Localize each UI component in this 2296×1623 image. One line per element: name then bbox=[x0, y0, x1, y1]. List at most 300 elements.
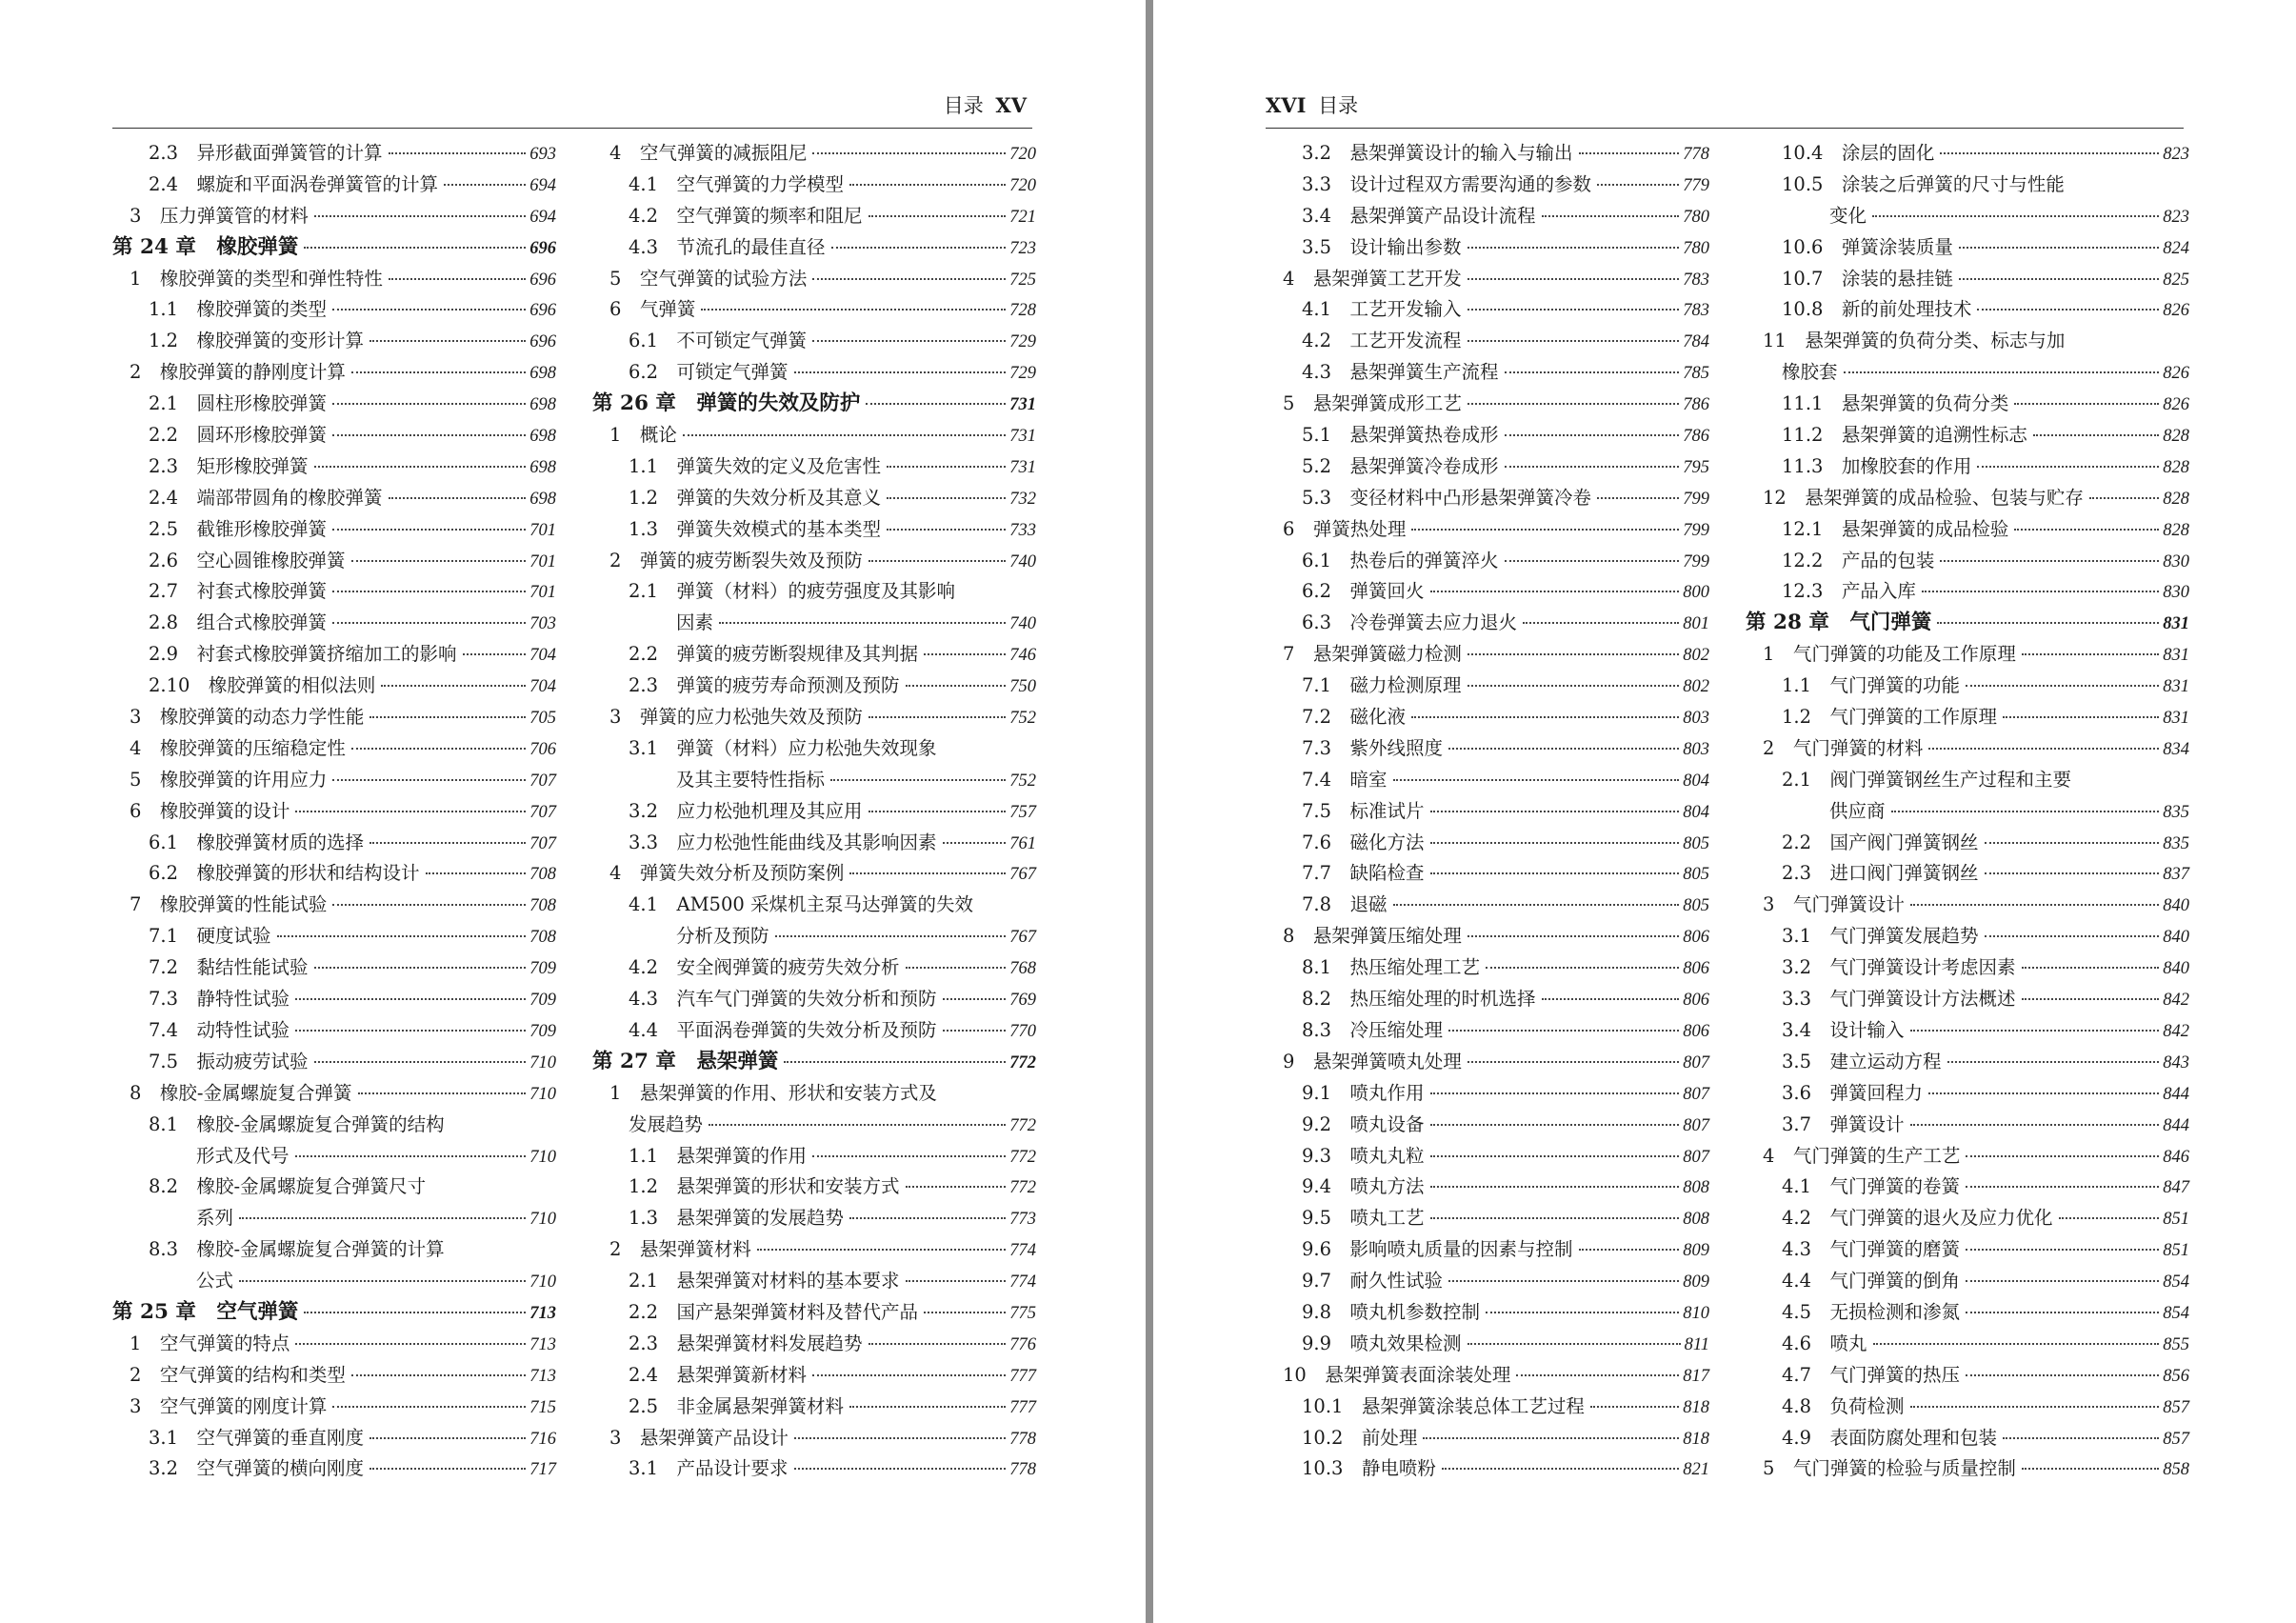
toc-entry-label: 7.5 振动疲劳试验 bbox=[149, 1050, 309, 1072]
toc-dot-leader bbox=[1985, 842, 2160, 844]
toc-dot-leader bbox=[906, 967, 1007, 969]
toc-entry-label: 3 弹簧的应力松弛失效及预防 bbox=[609, 706, 863, 729]
toc-entry bbox=[1746, 232, 2189, 264]
toc-dot-leader bbox=[389, 497, 527, 499]
toc-page-number: 784 bbox=[1683, 332, 1709, 352]
toc-entry-label: 1.1 橡胶弹簧的类型 bbox=[149, 298, 328, 321]
toc-dot-leader bbox=[1505, 434, 1680, 436]
toc-entry bbox=[592, 765, 1036, 796]
toc-page-number: 710 bbox=[529, 1272, 556, 1292]
toc-entry-label: 4.1 气门弹簧的卷簧 bbox=[1782, 1175, 1961, 1198]
toc-entry bbox=[112, 733, 556, 765]
toc-dot-leader bbox=[1467, 653, 1679, 655]
toc-entry-label: 10.3 静电喷粉 bbox=[1302, 1457, 1436, 1480]
toc-page-number: 710 bbox=[529, 1084, 556, 1104]
toc-page-number: 698 bbox=[529, 395, 556, 415]
toc-entry-label: 2.1 悬架弹簧对材料的基本要求 bbox=[629, 1270, 900, 1292]
toc-dot-leader bbox=[924, 653, 1006, 655]
toc-entry-label: 7.1 磁力检测原理 bbox=[1302, 674, 1462, 697]
toc-entry-label: 4.3 汽车气门弹簧的失效分析和预防 bbox=[629, 988, 937, 1011]
toc-entry-label: 2 空气弹簧的结构和类型 bbox=[130, 1363, 346, 1386]
toc-dot-leader bbox=[1542, 215, 1680, 217]
toc-dot-leader bbox=[812, 152, 1006, 154]
toc-dot-leader bbox=[943, 1030, 1007, 1032]
toc-dot-leader bbox=[1977, 309, 2159, 311]
toc-page-number: 757 bbox=[1009, 802, 1036, 822]
toc-page-number: 778 bbox=[1009, 1460, 1036, 1480]
toc-dot-leader bbox=[849, 184, 1006, 186]
toc-entry-label: 2.3 异形截面弹簧管的计算 bbox=[149, 142, 383, 164]
toc-page-number: 846 bbox=[2163, 1147, 2189, 1167]
toc-entry-label: 9 悬架弹簧喷丸处理 bbox=[1283, 1050, 1462, 1072]
toc-dot-leader bbox=[1442, 1468, 1679, 1470]
toc-page-number: 696 bbox=[529, 332, 556, 352]
toc-page-number: 725 bbox=[1009, 270, 1036, 290]
toc-entry-label: 4.3 节流孔的最佳直径 bbox=[629, 235, 826, 258]
toc-entry-label: 变化 bbox=[1829, 204, 1867, 227]
toc-page-number: 803 bbox=[1683, 739, 1709, 759]
toc-entry bbox=[1266, 357, 1709, 389]
toc-entry bbox=[1266, 952, 1709, 984]
toc-entry bbox=[1746, 576, 2189, 608]
toc-entry-label: 2.1 圆柱形橡胶弹簧 bbox=[149, 392, 328, 415]
toc-entry-label: 10.4 涂层的固化 bbox=[1782, 142, 1935, 164]
toc-entry bbox=[1746, 733, 2189, 765]
toc-entry-label: 4.6 喷丸 bbox=[1782, 1332, 1867, 1354]
toc-entry bbox=[1266, 1360, 1709, 1392]
toc-entry-label: 4 弹簧失效分析及预防案例 bbox=[609, 862, 845, 885]
toc-page-number: 761 bbox=[1009, 833, 1036, 853]
toc-page-number: 840 bbox=[2163, 896, 2189, 916]
toc-dot-leader bbox=[1940, 560, 2159, 562]
toc-dot-leader bbox=[1430, 842, 1680, 844]
toc-entry-label: 7.3 紫外线照度 bbox=[1302, 736, 1444, 759]
toc-entry bbox=[1266, 1453, 1709, 1485]
toc-entry-label: 第 27 章 悬架弹簧 bbox=[592, 1049, 779, 1073]
toc-page-number: 783 bbox=[1683, 301, 1709, 321]
toc-dot-leader bbox=[332, 309, 526, 311]
toc-entry bbox=[1266, 1297, 1709, 1329]
toc-entry bbox=[592, 201, 1036, 232]
toc-dot-leader bbox=[906, 685, 1007, 687]
toc-page-number: 720 bbox=[1009, 145, 1036, 164]
toc-entry bbox=[1746, 483, 2189, 514]
toc-entry bbox=[1266, 890, 1709, 921]
toc-entry-label: 3.7 弹簧设计 bbox=[1782, 1112, 1905, 1135]
toc-entry-label: 7.3 静特性试验 bbox=[149, 988, 290, 1011]
toc-entry-label: 3.2 应力松弛机理及其应用 bbox=[629, 799, 863, 822]
toc-page-number: 768 bbox=[1009, 959, 1036, 979]
toc-page-number: 698 bbox=[529, 427, 556, 447]
toc-dot-leader bbox=[1579, 1249, 1680, 1251]
toc-entry bbox=[1266, 1234, 1709, 1266]
toc-entry bbox=[1266, 483, 1709, 514]
toc-entry-label: 4 空气弹簧的减振阻尼 bbox=[609, 142, 808, 164]
toc-entry bbox=[112, 639, 556, 671]
toc-dot-leader bbox=[389, 278, 526, 280]
toc-entry bbox=[592, 1234, 1036, 1266]
toc-entry-label: 8 橡胶-金属螺旋复合弹簧 bbox=[130, 1081, 352, 1104]
toc-page-number: 824 bbox=[2163, 238, 2189, 258]
toc-entry bbox=[1266, 858, 1709, 890]
toc-entry bbox=[112, 326, 556, 357]
toc-entry-label: 2.3 悬架弹簧材料发展趋势 bbox=[629, 1332, 863, 1354]
toc-entry-label: 3 空气弹簧的刚度计算 bbox=[130, 1394, 328, 1417]
toc-entry-label: 6.2 橡胶弹簧的形状和结构设计 bbox=[149, 862, 420, 885]
toc-entry-label: 6.2 弹簧回火 bbox=[1302, 580, 1425, 603]
toc-dot-leader bbox=[2003, 1437, 2159, 1439]
toc-dot-leader bbox=[1985, 935, 2160, 937]
toc-entry-label: 2.3 矩形橡胶弹簧 bbox=[149, 454, 309, 477]
toc-dot-leader bbox=[2089, 497, 2159, 499]
toc-entry-label: 供应商 bbox=[1829, 799, 1886, 822]
toc-entry-label: 5 悬架弹簧成形工艺 bbox=[1283, 392, 1462, 415]
toc-entry bbox=[1746, 326, 2189, 357]
toc-entry-label: 3.1 气门弹簧发展趋势 bbox=[1782, 925, 1979, 948]
toc-dot-leader bbox=[1872, 215, 2159, 217]
toc-entry bbox=[1266, 1047, 1709, 1078]
toc-dot-leader bbox=[332, 622, 526, 624]
toc-entry-label: 橡胶套 bbox=[1782, 361, 1838, 384]
toc-entry bbox=[112, 702, 556, 733]
toc-entry bbox=[1266, 984, 1709, 1015]
toc-dot-leader bbox=[1467, 309, 1680, 311]
toc-dot-leader bbox=[2014, 529, 2159, 531]
toc-page-number: 732 bbox=[1009, 489, 1036, 509]
toc-page-number: 713 bbox=[529, 1303, 556, 1323]
toc-entry bbox=[112, 1015, 556, 1047]
toc-entry bbox=[1266, 232, 1709, 264]
toc-entry-label: 2 气门弹簧的材料 bbox=[1763, 736, 1924, 759]
toc-entry bbox=[592, 232, 1036, 264]
toc-entry bbox=[592, 576, 1036, 608]
toc-page-number: 799 bbox=[1683, 520, 1709, 540]
toc-entry-label: 3.3 设计过程双方需要沟通的参数 bbox=[1302, 172, 1592, 195]
toc-page-number: 828 bbox=[2163, 520, 2189, 540]
toc-entry bbox=[112, 796, 556, 828]
toc-page-number: 777 bbox=[1009, 1366, 1036, 1386]
toc-dot-leader bbox=[389, 152, 527, 154]
toc-entry bbox=[1266, 765, 1709, 796]
toc-entry bbox=[1266, 1423, 1709, 1454]
toc-page-number: 709 bbox=[529, 991, 556, 1011]
toc-dot-leader bbox=[1910, 1030, 2160, 1032]
toc-dot-leader bbox=[1966, 1312, 2159, 1313]
toc-entry bbox=[1266, 389, 1709, 420]
toc-entry bbox=[1746, 1047, 2189, 1078]
toc-dot-leader bbox=[1922, 591, 2159, 592]
toc-entry-label: 2.6 空心圆锥橡胶弹簧 bbox=[149, 549, 346, 571]
toc-entry-label: 10.8 新的前处理技术 bbox=[1782, 298, 1972, 321]
toc-dot-leader bbox=[849, 1217, 1006, 1219]
toc-entry-label: 9.7 耐久性试验 bbox=[1302, 1270, 1444, 1292]
toc-entry bbox=[592, 984, 1036, 1015]
toc-page-number: 775 bbox=[1009, 1303, 1036, 1323]
toc-entry-label: 1 橡胶弹簧的类型和弹性特性 bbox=[130, 267, 383, 290]
toc-entry bbox=[112, 1266, 556, 1297]
toc-entry-label: 6 橡胶弹簧的设计 bbox=[130, 799, 290, 822]
toc-entry bbox=[112, 858, 556, 890]
toc-entry-label: 4.2 空气弹簧的频率和阻尼 bbox=[629, 204, 863, 227]
toc-entry bbox=[592, 952, 1036, 984]
toc-dot-leader bbox=[924, 1312, 1006, 1313]
toc-dot-leader bbox=[943, 998, 1007, 1000]
toc-dot-leader bbox=[868, 560, 1006, 562]
toc-entry-label: 2.9 衬套式橡胶弹簧挤缩加工的影响 bbox=[149, 643, 457, 666]
toc-page-number: 858 bbox=[2163, 1460, 2189, 1480]
toc-entry-label: 发展趋势 bbox=[629, 1112, 704, 1135]
toc-dot-leader bbox=[1505, 371, 1680, 373]
toc-entry-label: 9.6 影响喷丸质量的因素与控制 bbox=[1302, 1238, 1573, 1261]
toc-page-number: 774 bbox=[1009, 1241, 1036, 1261]
toc-page-number: 779 bbox=[1683, 175, 1709, 195]
toc-dot-leader bbox=[1467, 403, 1679, 405]
toc-dot-leader bbox=[2003, 716, 2159, 718]
toc-dot-leader bbox=[1590, 1406, 1679, 1408]
toc-entry-label: 8.1 热压缩处理工艺 bbox=[1302, 956, 1481, 979]
toc-page-number: 802 bbox=[1683, 677, 1709, 697]
toc-dot-leader bbox=[295, 998, 526, 1000]
toc-entry bbox=[1746, 890, 2189, 921]
toc-dot-leader bbox=[2022, 967, 2160, 969]
toc-page-number: 728 bbox=[1009, 301, 1036, 321]
toc-page-number: 708 bbox=[529, 896, 556, 916]
toc-entry bbox=[112, 420, 556, 451]
left-page bbox=[0, 0, 1146, 1623]
toc-dot-leader bbox=[444, 184, 526, 186]
toc-dot-leader bbox=[369, 1437, 526, 1439]
toc-dot-leader bbox=[794, 1468, 1007, 1470]
toc-page-number: 831 bbox=[2163, 709, 2189, 729]
toc-entry-label: 系列 bbox=[196, 1207, 234, 1230]
toc-page-number: 698 bbox=[529, 489, 556, 509]
toc-dot-leader bbox=[849, 1406, 1006, 1408]
toc-entry-label: 3 悬架弹簧产品设计 bbox=[609, 1426, 789, 1449]
toc-page-number: 830 bbox=[2163, 551, 2189, 571]
toc-entry bbox=[1266, 201, 1709, 232]
toc-dot-leader bbox=[1448, 1280, 1679, 1282]
toc-page-number: 703 bbox=[529, 614, 556, 634]
toc-dot-leader bbox=[314, 215, 526, 217]
toc-dot-leader bbox=[295, 811, 526, 812]
toc-entry bbox=[1746, 1453, 2189, 1485]
toc-page-number: 778 bbox=[1683, 145, 1709, 164]
toc-page-number: 799 bbox=[1683, 551, 1709, 571]
toc-page-number: 693 bbox=[529, 145, 556, 164]
toc-dot-leader bbox=[369, 842, 526, 844]
toc-page-number: 710 bbox=[529, 1210, 556, 1230]
toc-page-number: 752 bbox=[1009, 771, 1036, 791]
toc-entry bbox=[112, 828, 556, 859]
toc-page-number: 806 bbox=[1683, 928, 1709, 948]
toc-page-number: 723 bbox=[1009, 238, 1036, 258]
toc-dot-leader bbox=[887, 529, 1006, 531]
toc-chapter-entry bbox=[112, 1297, 556, 1329]
toc-dot-leader bbox=[1977, 466, 2159, 468]
toc-dot-leader bbox=[906, 1280, 1007, 1282]
toc-dot-leader bbox=[943, 842, 1007, 844]
toc-page-number: 847 bbox=[2163, 1178, 2189, 1198]
toc-dot-leader bbox=[1844, 371, 2160, 373]
left-header-title: 目录 bbox=[943, 94, 984, 117]
toc-entry bbox=[1266, 546, 1709, 577]
toc-entry bbox=[1746, 357, 2189, 389]
toc-dot-leader bbox=[332, 591, 526, 592]
toc-entry bbox=[112, 984, 556, 1015]
toc-page-number: 776 bbox=[1009, 1334, 1036, 1354]
toc-entry-label: 4.5 无损检测和渗氮 bbox=[1782, 1300, 1961, 1323]
toc-entry-label: 2 橡胶弹簧的静刚度计算 bbox=[130, 361, 346, 384]
toc-dot-leader bbox=[332, 434, 526, 436]
toc-entry-label: 4.2 气门弹簧的退火及应力优化 bbox=[1782, 1207, 2053, 1230]
toc-entry-label: 12.1 悬架弹簧的成品检验 bbox=[1782, 517, 2009, 540]
toc-entry-label: 1.3 弹簧失效模式的基本类型 bbox=[629, 517, 882, 540]
toc-entry-label: 6.2 可锁定气弹簧 bbox=[629, 361, 789, 384]
toc-dot-leader bbox=[1966, 1280, 2159, 1282]
left-toc-column-2 bbox=[592, 138, 1036, 1485]
toc-entry-label: 4.4 气门弹簧的倒角 bbox=[1782, 1270, 1961, 1292]
toc-dot-leader bbox=[1873, 1343, 2160, 1345]
toc-entry-label: 7.4 暗室 bbox=[1302, 768, 1388, 791]
toc-entry bbox=[1266, 576, 1709, 608]
toc-page-number: 715 bbox=[529, 1397, 556, 1417]
toc-entry-label: 5.2 悬架弹簧冷卷成形 bbox=[1302, 454, 1499, 477]
toc-entry bbox=[1746, 765, 2189, 796]
toc-entry bbox=[592, 264, 1036, 295]
toc-page-number: 710 bbox=[529, 1147, 556, 1167]
toc-dot-leader bbox=[314, 466, 527, 468]
toc-page-number: 783 bbox=[1683, 270, 1709, 290]
toc-page-number: 717 bbox=[529, 1460, 556, 1480]
toc-chapter-entry bbox=[592, 1047, 1036, 1078]
toc-dot-leader bbox=[277, 935, 527, 937]
toc-page-number: 842 bbox=[2163, 991, 2189, 1011]
toc-entry-label: 4.8 负荷检测 bbox=[1782, 1394, 1905, 1417]
toc-entry bbox=[112, 546, 556, 577]
toc-page-number: 696 bbox=[529, 238, 556, 258]
toc-dot-leader bbox=[1928, 1092, 2159, 1094]
toc-page-number: 806 bbox=[1683, 991, 1709, 1011]
toc-dot-leader bbox=[830, 779, 1006, 781]
toc-entry bbox=[112, 1047, 556, 1078]
toc-page-number: 731 bbox=[1009, 395, 1036, 415]
toc-entry bbox=[592, 1392, 1036, 1423]
toc-page-number: 707 bbox=[529, 802, 556, 822]
right-page bbox=[1153, 0, 2296, 1623]
toc-entry bbox=[1746, 389, 2189, 420]
toc-entry-label: 10.2 前处理 bbox=[1302, 1426, 1418, 1449]
toc-page-number: 704 bbox=[529, 646, 556, 666]
toc-entry-label: 8.3 橡胶-金属螺旋复合弹簧的计算 bbox=[149, 1238, 445, 1261]
toc-entry-label: 4 悬架弹簧工艺开发 bbox=[1283, 267, 1462, 290]
toc-entry-label: 4.2 工艺开发流程 bbox=[1302, 330, 1462, 352]
right-page-header bbox=[1266, 91, 2184, 129]
toc-entry bbox=[1266, 294, 1709, 326]
toc-entry-label: 5.3 变径材料中凸形悬架弹簧冷卷 bbox=[1302, 486, 1592, 509]
toc-entry bbox=[592, 1423, 1036, 1454]
toc-entry-label: 9.5 喷丸工艺 bbox=[1302, 1207, 1425, 1230]
toc-page-number: 698 bbox=[529, 457, 556, 477]
toc-entry bbox=[112, 483, 556, 514]
toc-entry-label: 3.4 设计输入 bbox=[1782, 1018, 1905, 1041]
toc-page-number: 786 bbox=[1683, 427, 1709, 447]
toc-entry-label: 1 概论 bbox=[609, 424, 677, 447]
toc-entry-label: 形式及代号 bbox=[196, 1144, 289, 1167]
toc-page-number: 806 bbox=[1683, 1021, 1709, 1041]
toc-entry bbox=[1746, 1392, 2189, 1423]
toc-entry bbox=[1266, 1110, 1709, 1141]
toc-entry-label: 7.2 黏结性能试验 bbox=[149, 956, 309, 979]
toc-dot-leader bbox=[1411, 529, 1679, 531]
toc-entry bbox=[1266, 921, 1709, 952]
toc-dot-leader bbox=[1411, 716, 1679, 718]
toc-entry-label: 7.7 缺陷检查 bbox=[1302, 862, 1425, 885]
toc-entry bbox=[592, 890, 1036, 921]
toc-entry bbox=[1746, 1266, 2189, 1297]
toc-page-number: 811 bbox=[1684, 1334, 1709, 1354]
toc-entry-label: 8.2 热压缩处理的时机选择 bbox=[1302, 988, 1536, 1011]
toc-entry-label: 3.2 空气弹簧的横向刚度 bbox=[149, 1457, 365, 1480]
toc-entry bbox=[112, 1110, 556, 1141]
toc-page-number: 809 bbox=[1683, 1241, 1709, 1261]
toc-entry-label: 5 空气弹簧的试验方法 bbox=[609, 267, 808, 290]
toc-dot-leader bbox=[2022, 998, 2160, 1000]
toc-entry bbox=[112, 1360, 556, 1392]
toc-entry bbox=[592, 1203, 1036, 1234]
toc-dot-leader bbox=[1448, 748, 1679, 750]
toc-entry-label: 5 橡胶弹簧的许用应力 bbox=[130, 768, 328, 791]
toc-entry bbox=[1746, 1141, 2189, 1172]
toc-entry bbox=[1746, 828, 2189, 859]
toc-page-number: 818 bbox=[1683, 1397, 1709, 1417]
toc-dot-leader bbox=[304, 1312, 526, 1313]
toc-entry-label: 4.2 安全阀弹簧的疲劳失效分析 bbox=[629, 956, 900, 979]
toc-entry-label: 9.4 喷丸方法 bbox=[1302, 1175, 1425, 1198]
toc-entry-label: 3.1 产品设计要求 bbox=[629, 1457, 789, 1480]
toc-entry-label: 11.1 悬架弹簧的负荷分类 bbox=[1782, 392, 2009, 415]
toc-dot-leader bbox=[369, 1468, 526, 1470]
toc-entry-label: 2.2 国产悬架弹簧材料及替代产品 bbox=[629, 1300, 919, 1323]
toc-entry-label: 4.3 气门弹簧的磨簧 bbox=[1782, 1238, 1961, 1261]
toc-entry bbox=[1746, 1015, 2189, 1047]
toc-dot-leader bbox=[784, 1061, 1006, 1063]
toc-page-number: 831 bbox=[2163, 614, 2189, 634]
toc-entry bbox=[1266, 796, 1709, 828]
toc-dot-leader bbox=[369, 716, 526, 718]
toc-entry bbox=[1746, 1078, 2189, 1110]
toc-entry bbox=[592, 1110, 1036, 1141]
toc-entry bbox=[1266, 138, 1709, 170]
toc-entry-label: 3.3 气门弹簧设计方法概述 bbox=[1782, 988, 2016, 1011]
toc-page-number: 828 bbox=[2163, 457, 2189, 477]
toc-entry-label: 4.7 气门弹簧的热压 bbox=[1782, 1363, 1961, 1386]
toc-page-number: 830 bbox=[2163, 583, 2189, 603]
toc-entry-label: 3 压力弹簧管的材料 bbox=[130, 204, 309, 227]
toc-entry-label: 9.1 喷丸作用 bbox=[1302, 1081, 1425, 1104]
toc-entry bbox=[112, 1141, 556, 1172]
toc-entry bbox=[1746, 1203, 2189, 1234]
toc-page-number: 716 bbox=[529, 1429, 556, 1449]
toc-entry bbox=[1746, 1110, 2189, 1141]
toc-entry-label: 2.3 弹簧的疲劳寿命预测及预防 bbox=[629, 674, 900, 697]
toc-dot-leader bbox=[868, 1343, 1007, 1345]
toc-page-number: 767 bbox=[1009, 928, 1036, 948]
toc-dot-leader bbox=[1430, 1155, 1680, 1157]
toc-entry bbox=[1746, 264, 2189, 295]
toc-dot-leader bbox=[351, 560, 527, 562]
toc-dot-leader bbox=[2059, 1217, 2160, 1219]
toc-dot-leader bbox=[463, 653, 527, 655]
